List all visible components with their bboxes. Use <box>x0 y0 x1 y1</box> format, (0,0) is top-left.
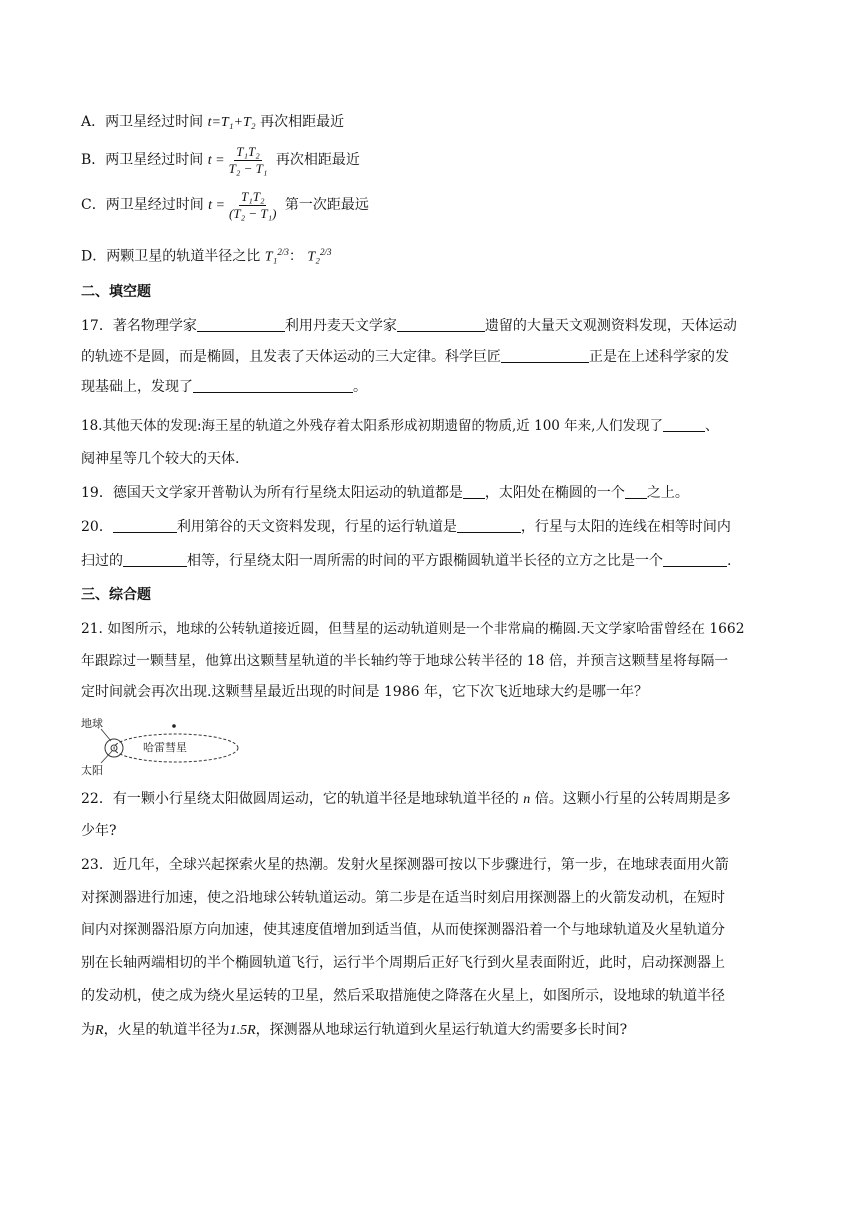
answer-blank[interactable] <box>123 552 187 567</box>
answer-blank[interactable] <box>663 417 705 432</box>
comet-orbit-diagram <box>81 717 241 777</box>
question-18-line-2: 阋神星等几个较大的天体. <box>81 451 240 467</box>
answer-blank[interactable] <box>663 552 727 567</box>
comet-label: 哈雷彗星 <box>143 741 187 754</box>
question-17-line-2: 的轨迹不是圆，而是椭圆，且发表了天体运动的三大定律。科学巨匠 正是在上述科学家的发 <box>81 349 729 365</box>
question-21-line-1: 21. 如图所示，地球的公转轨道接近圆，但彗星的运动轨道则是一个非常扁的椭圆.天文学家哈雷曾经在 1662 <box>81 621 745 637</box>
comet-marker <box>172 724 176 728</box>
sun-label: 太阳 <box>81 764 103 777</box>
answer-blank[interactable] <box>457 518 521 533</box>
answer-blank[interactable] <box>113 518 177 533</box>
answer-blank[interactable] <box>501 348 589 363</box>
answer-blank[interactable] <box>197 317 285 332</box>
question-17-line-1: 17．著名物理学家 利用丹麦天文学家 遗留的大量天文观测资料发现，天体运动 <box>81 318 737 334</box>
question-17-line-3: 现基础上，发现了 。 <box>81 379 367 395</box>
option-c-fraction: $\frac{\text{T₁T₂}}{\text{(T₂ − T₁)}}$ <box>229 188 277 221</box>
question-23-line-1: 23．近几年，全球兴起探索火星的热潮。发射火星探测器可按以下步骤进行，第一步，在地球表面用火箭 <box>81 857 729 873</box>
section-comprehensive-title: 三、综合题 <box>81 587 151 603</box>
option-b: B．两卫星经过时间 t = $\frac{\text{T₁T₂}}{\text{T₂ − T₁}}$ 再次相距最近 <box>81 143 360 176</box>
question-23-line-2: 对探测器进行加速，使之沿地球公转轨道运动。第二步是在适当时刻启用探测器上的火箭发动机，在短时 <box>81 890 725 906</box>
question-23-line-5: 的发动机，使之成为绕火星运转的卫星，然后采取措施使之降落在火星上，如图所示，设地球的轨道半径 <box>81 988 725 1004</box>
question-20-line-2: 扫过的 相等，行星绕太阳一周所需的时间的平方跟椭圆轨道半长径的立方之比是一个 . <box>81 553 732 569</box>
option-a-formula: t=T₁+T₂ <box>207 115 256 130</box>
question-21-line-2: 年跟踪过一颗彗星，他算出这颗彗星轨道的半长轴约等于地球公转半径的 18 倍，并预言这颗彗星将每隔一 <box>81 653 729 669</box>
section-fill-in-title: 二、填空题 <box>81 284 151 300</box>
option-b-fraction: $\frac{\text{T₁T₂}}{\text{T₂ − T₁}}$ <box>228 143 268 176</box>
option-a: A．两卫星经过时间 t=T₁+T₂ 再次相距最近 <box>81 114 345 130</box>
question-19: 19．德国天文学家开普勒认为所有行星绕太阳运动的轨道都是 ，太阳处在椭圆的一个 之上。 <box>81 485 689 501</box>
question-23-line-6: 为R，火星的轨道半径为1.5R，探测器从地球运行轨道到火星运行轨道大约需要多长时间? <box>81 1022 628 1038</box>
earth-pointer-line <box>101 729 111 741</box>
question-21-line-3: 定时间就会再次出现.这颗彗星最近出现的时间是 1986 年，它下次飞近地球大约是哪一年？ <box>81 684 648 700</box>
answer-blank[interactable] <box>397 317 485 332</box>
option-c: C．两卫星经过时间 t = $\frac{\text{T₁T₂}}{\text{(T₂ − T₁)}}$ 第一次距最远 <box>81 188 369 221</box>
answer-blank[interactable] <box>625 484 647 499</box>
question-23-line-4: 别在长轴两端相切的半个椭圆轨道飞行，运行半个周期后正好飞行到火星表面附近，此时，启动探测器上 <box>81 955 725 971</box>
question-20-line-1: 20． 利用第谷的天文资料发现，行星的运行轨道是 ，行星与太阳的连线在相等时间内 <box>81 519 731 535</box>
earth-label: 地球 <box>81 717 103 730</box>
answer-blank[interactable] <box>193 378 353 393</box>
answer-blank[interactable] <box>463 484 485 499</box>
question-18-line-1: 18.其他天体的发现:海王星的轨道之外残存着太阳系形成初期遗留的物质,近 100 年来,人们发现了 、 <box>81 418 719 434</box>
question-22-line-1: 22．有一颗小行星绕太阳做圆周运动，它的轨道半径是地球轨道半径的 n 倍。这颗小行星的公转周期是多 <box>81 791 731 807</box>
option-d: D．两颗卫星的轨道半径之比 T₁$^{2/3}$： T₂$^{2/3}$ <box>81 247 332 265</box>
question-22-line-2: 少年? <box>81 823 117 839</box>
question-23-line-3: 间内对探测器沿原方向加速，使其速度值增加到适当值，从而使探测器沿着一个与地球轨道及火星轨道分 <box>81 922 725 938</box>
